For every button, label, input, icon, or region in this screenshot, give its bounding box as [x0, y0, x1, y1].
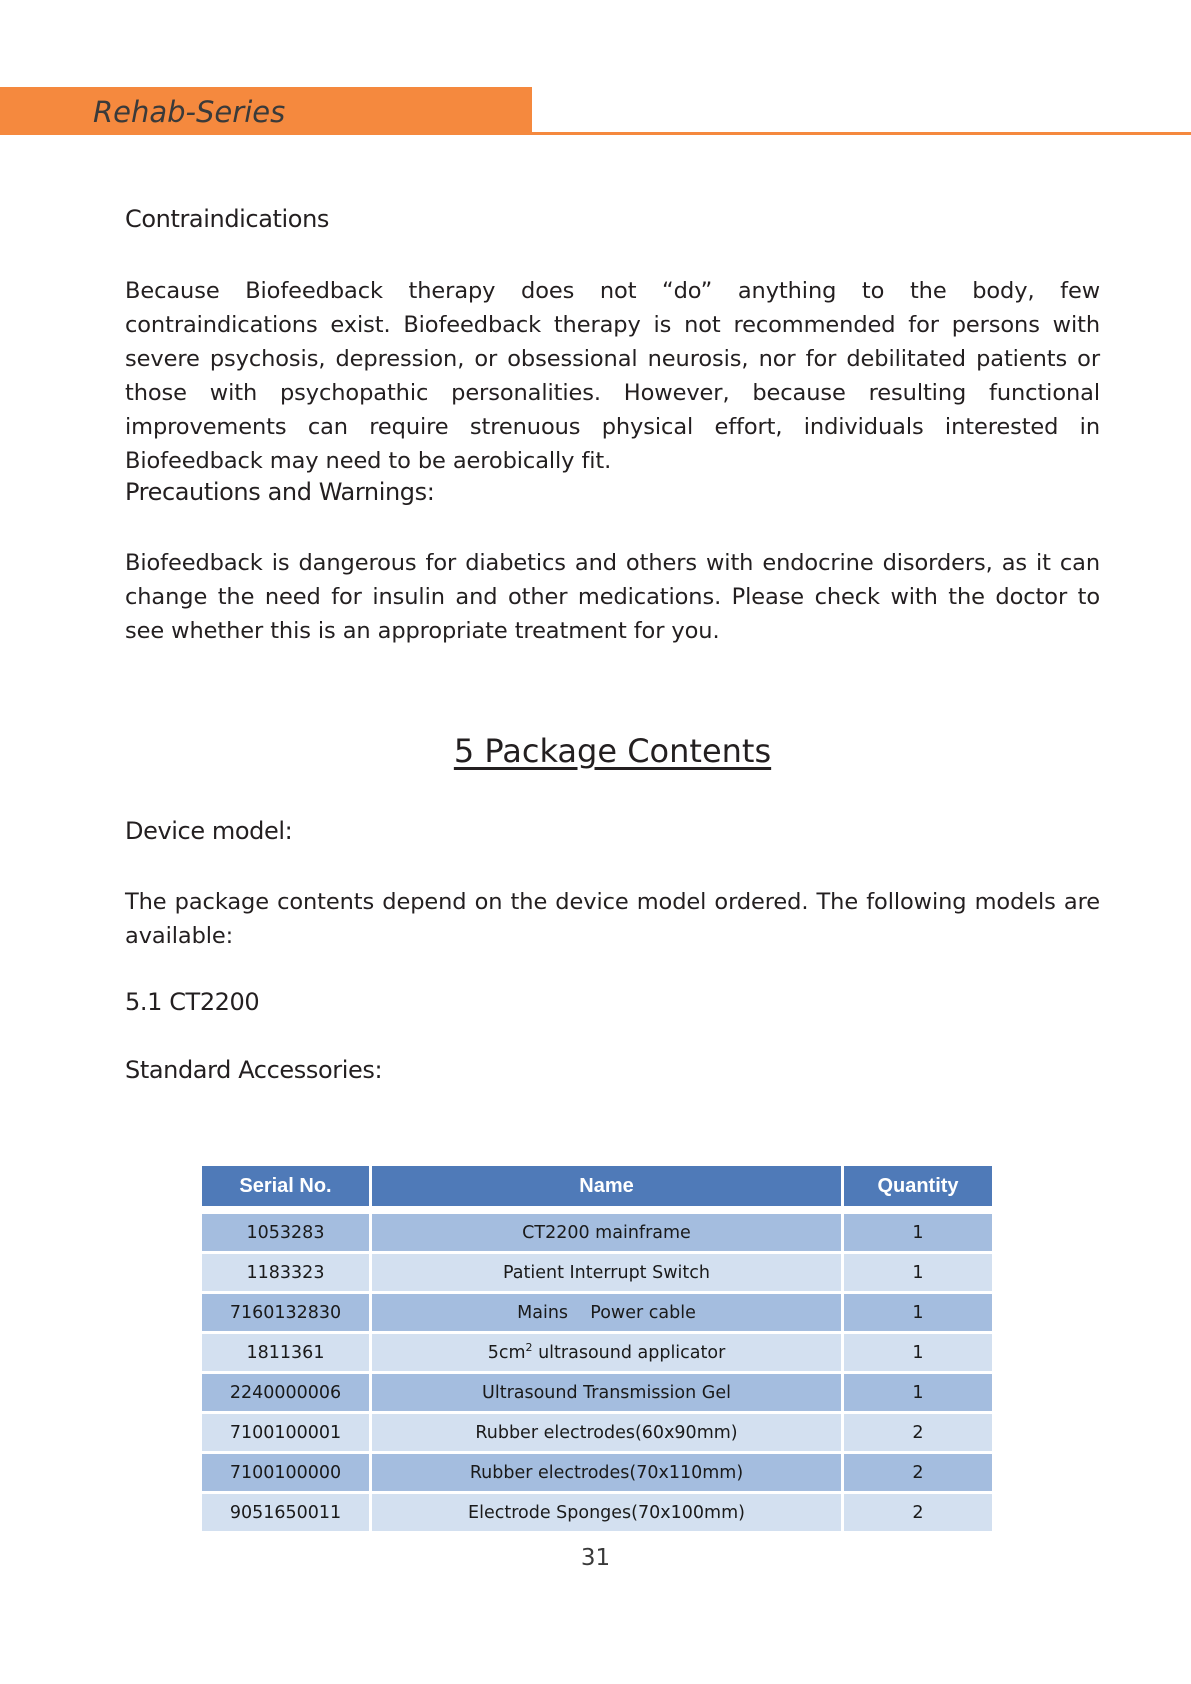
- serial-cell: 1183323: [201, 1253, 371, 1293]
- table-row: [201, 1373, 994, 1413]
- page-number: 31: [580, 1545, 611, 1571]
- quantity-cell: 1: [843, 1333, 994, 1373]
- name-cell: Mains Power cable: [371, 1293, 843, 1333]
- quantity-cell: 2: [843, 1413, 994, 1453]
- section-title: 5 Package Contents: [453, 732, 772, 770]
- precautions-paragraph: Biofeedback is dangerous for diabetics and others with endocrine disorders, as it can change the need for insulin and other medications. Please check with the doctor to see whether this is an appropriate treatment for you.: [125, 550, 1100, 644]
- table-row: [201, 1333, 994, 1373]
- table-row: [201, 1413, 994, 1453]
- name-cell: Electrode Sponges(70x100mm): [371, 1493, 843, 1533]
- name-cell: [371, 1333, 843, 1373]
- name-superscript: 2: [525, 1340, 533, 1354]
- name-cell: Patient Interrupt Switch: [371, 1253, 843, 1293]
- model-heading: 5.1 CT2200: [125, 988, 260, 1016]
- table-row: [201, 1493, 994, 1533]
- serial-cell: 7160132830: [201, 1293, 371, 1333]
- running-header-title: Rehab-Series: [93, 95, 286, 129]
- quantity-cell: 1: [843, 1373, 994, 1413]
- header-rule: [532, 132, 1191, 135]
- quantity-cell: 2: [843, 1453, 994, 1493]
- quantity-cell: 1: [843, 1253, 994, 1293]
- name-cell: CT2200 mainframe: [371, 1213, 843, 1253]
- column-header-name: Name: [371, 1165, 843, 1208]
- name-cell: Ultrasound Transmission Gel: [371, 1373, 843, 1413]
- column-header-serial: Serial No.: [201, 1165, 371, 1208]
- serial-cell: 2240000006: [201, 1373, 371, 1413]
- table-row: [201, 1453, 994, 1493]
- serial-cell: 7100100001: [201, 1413, 371, 1453]
- serial-cell: 7100100000: [201, 1453, 371, 1493]
- column-header-quantity: Quantity: [843, 1165, 994, 1208]
- accessories-heading: Standard Accessories:: [125, 1056, 383, 1084]
- contraindications-paragraph: Because Biofeedback therapy does not “do” anything to the body, few contraindications exist. Biofeedback therapy is not recommended for persons with severe psychosis, depression, or obsessional neurosis, nor for debilitated patients or those with psychopathic personalities. However, because resulting functional improvements can require strenuous physical effort, individuals interested in Biofeedback may need to be aerobically fit.: [125, 278, 1100, 474]
- name-cell: Rubber electrodes(60x90mm): [371, 1413, 843, 1453]
- contraindications-heading: Contraindications: [125, 205, 329, 233]
- table-header-row: [201, 1165, 994, 1208]
- quantity-cell: 1: [843, 1293, 994, 1333]
- name-cell: Rubber electrodes(70x110mm): [371, 1453, 843, 1493]
- quantity-cell: 2: [843, 1493, 994, 1533]
- precautions-heading: Precautions and Warnings:: [125, 478, 435, 506]
- table-row: [201, 1253, 994, 1293]
- table-row: [201, 1213, 994, 1253]
- device-model-heading: Device model:: [125, 817, 293, 845]
- table-row: [201, 1293, 994, 1333]
- device-model-paragraph: The package contents depend on the device model ordered. The following models are available:: [125, 889, 1100, 949]
- accessories-table: [199, 1163, 995, 1534]
- quantity-cell: 1: [843, 1213, 994, 1253]
- serial-cell: 1053283: [201, 1213, 371, 1253]
- name-suffix: ultrasound applicator: [532, 1342, 726, 1363]
- serial-cell: 1811361: [201, 1333, 371, 1373]
- serial-cell: 9051650011: [201, 1493, 371, 1533]
- name-prefix: 5cm: [487, 1342, 526, 1363]
